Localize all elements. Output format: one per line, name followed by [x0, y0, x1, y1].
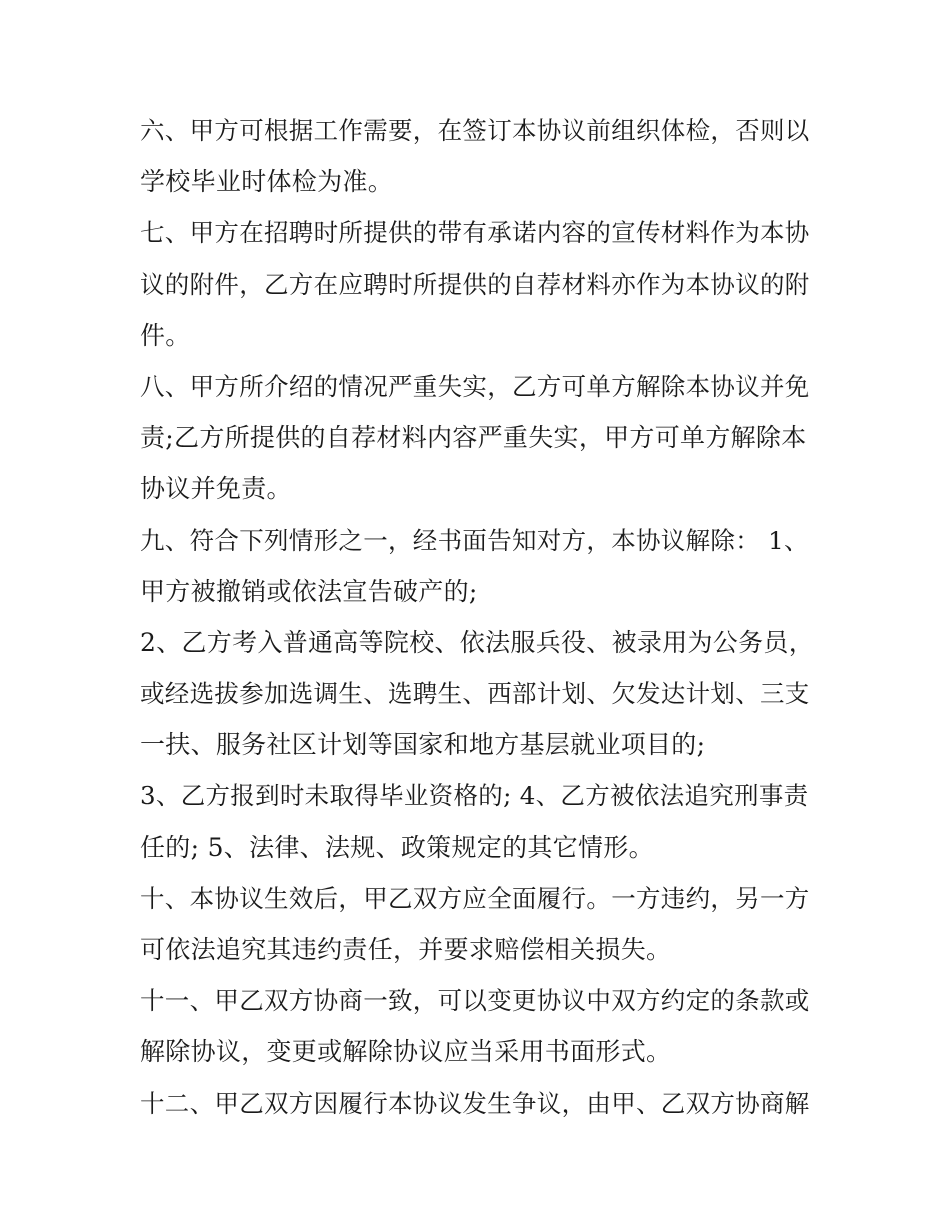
text-line: 议的附件，乙方在应聘时所提供的自荐材料亦作为本协议的附 — [140, 269, 810, 299]
text-line: 八、甲方所介绍的情况严重失实，乙方可单方解除本协议并免 — [140, 371, 810, 401]
text-line: 责;乙方所提供的自荐材料内容严重失实，甲方可单方解除本 — [140, 423, 807, 453]
document-body — [140, 105, 820, 1129]
text-line: 协议并免责。 — [140, 474, 292, 504]
text-line: 学校毕业时体检为准。 — [140, 167, 394, 197]
text-line: 十二、甲乙双方因履行本协议发生争议，由甲、乙双方协商解 — [140, 1088, 810, 1118]
text-line: 2、乙方考入普通高等院校、依法服兵役、被录用为公务员， — [140, 627, 815, 657]
text-line: 九、符合下列情形之一，经书面告知对方，本协议解除： 1、 — [140, 525, 809, 555]
text-line: 可依法追究其违约责任，并要求赔偿相关损失。 — [140, 935, 672, 964]
text-line: 一扶、服务社区计划等国家和地方基层就业项目的; — [140, 730, 706, 760]
text-line: 或经选拔参加选调生、选聘生、西部计划、欠发达计划、三支 — [140, 679, 810, 709]
text-line: 解除协议，变更或解除协议应当采用书面形式。 — [140, 1037, 672, 1067]
text-line: 七、甲方在招聘时所提供的带有承诺内容的宣传材料作为本协 — [140, 218, 810, 248]
text-line: 3、乙方报到时未取得毕业资格的; 4、乙方被依法追究刑事责 — [140, 781, 809, 811]
text-line: 六、甲方可根据工作需要，在签订本协议前组织体检，否则以 — [140, 116, 810, 145]
text-line: 任的; 5、法律、法规、政策规定的其它情形。 — [140, 832, 654, 862]
text-line: 件。 — [140, 320, 191, 350]
text-line: 甲方被撤销或依法宣告破产的; — [140, 576, 478, 606]
text-line: 十、本协议生效后，甲乙双方应全面履行。一方违约，另一方 — [140, 883, 810, 913]
text-line: 十一、甲乙双方协商一致，可以变更协议中双方约定的条款或 — [140, 986, 810, 1016]
